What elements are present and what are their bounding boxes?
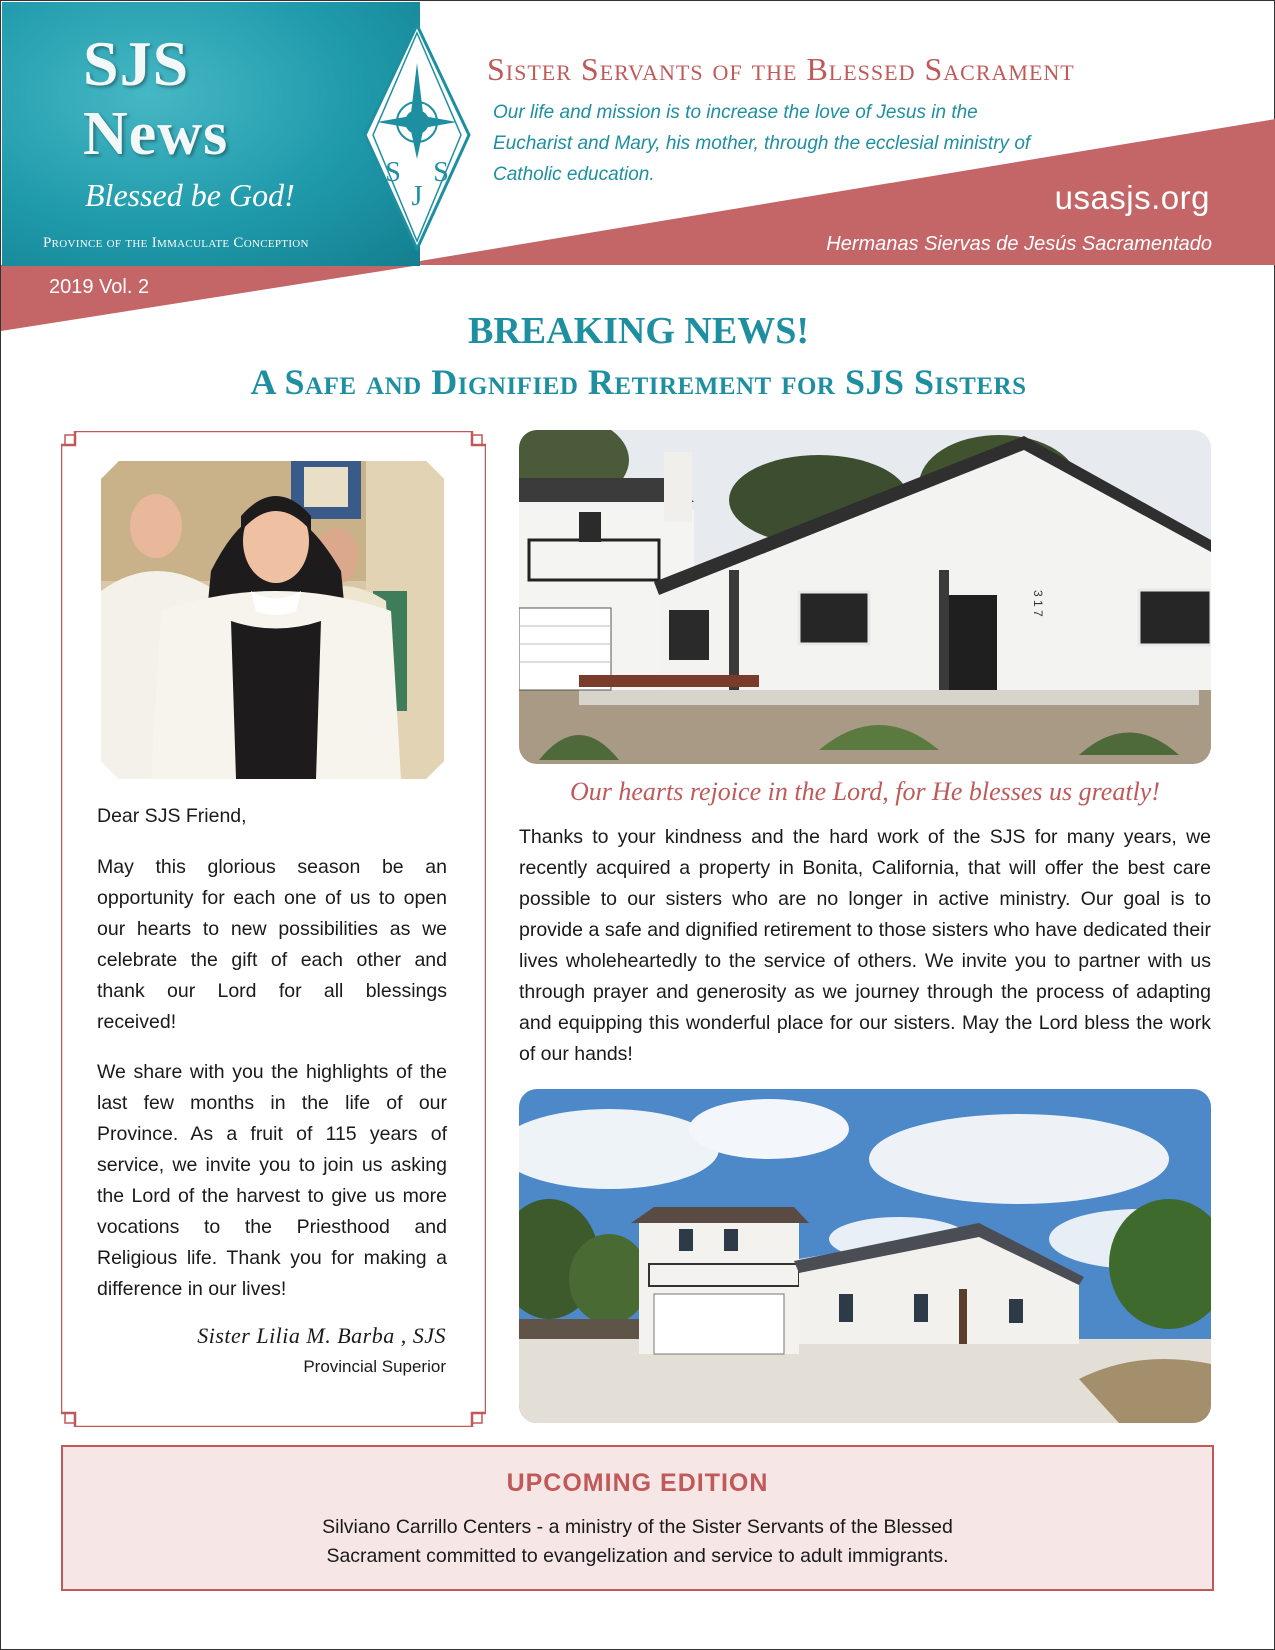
upcoming-edition-title: UPCOMING EDITION <box>506 1469 769 1497</box>
volume-label: 2019 Vol. 2 <box>49 276 150 298</box>
article-caption: Our hearts rejoice in the Lord, for He blesses us greatly! <box>570 777 1160 806</box>
house-front-photo <box>519 430 1211 764</box>
masthead-tagline: Blessed be God! <box>85 177 295 213</box>
logo-letter-s1: S <box>385 157 401 188</box>
letter-paragraph-1: May this glorious season be an opportunity for each one of us to open our hearts to new possibilities as we celebrate the gift of each other and thank our Lord for all blessings received! <box>97 856 447 1033</box>
masthead-title-news: News <box>83 100 229 168</box>
mission-statement: Our life and mission is to increase the love of Jesus in the Eucharist and Mary, his mother, through the ecclesial ministry of Catholic education. <box>493 102 1031 185</box>
breaking-news-heading: BREAKING NEWS! <box>468 310 809 352</box>
letter-paragraph-2: We share with you the highlights of the last few months in the life of our Province. As a fruit of 115 years of service, we invite you to join us asking the Lord of the harvest to give us more vocations to the Priesthood and Religious life. Thank you for making a difference in our lives! <box>97 1061 447 1300</box>
article-headline: A Safe and Dignified Retirement for SJS Sisters <box>250 362 1027 402</box>
logo-letter-j: J <box>411 181 423 212</box>
upcoming-edition-box <box>61 1445 1214 1591</box>
organization-name: Sister Servants of the Blessed Sacrament <box>487 51 1075 87</box>
upcoming-edition-text <box>63 1513 1212 1571</box>
spanish-name: Hermanas Siervas de Jesús Sacramentado <box>826 233 1212 255</box>
masthead-title-sjs: SJS <box>83 28 190 99</box>
signature-title: Provincial Superior <box>303 1357 446 1376</box>
province-name: Province of the Immaculate Conception <box>43 235 309 251</box>
sister-portrait-photo <box>101 461 444 779</box>
house-aerial-photo <box>519 1089 1211 1423</box>
letter-greeting: Dear SJS Friend, <box>97 805 247 827</box>
house-number: 3 1 7 <box>1031 590 1045 617</box>
article-body: Thanks to your kindness and the hard work of the SJS for many years, we recently acquired a property in Bonita, California, that will offer the best care possible to our sisters who are no longer in active ministry. Our goal is to provide a safe and dignified retirement to those sisters who have dedicated their lives wholeheartedly to the service of others. We invite you to partner with us through prayer and generosity as we journey through the process of adapting and equipping this wonderful place for our sisters. May the Lord bless the work of our hands! <box>519 826 1211 1065</box>
website-link[interactable]: usasjs.org <box>1054 179 1210 216</box>
upcoming-line-1: Silviano Carrillo Centers - a ministry of the Sister Servants of the Blessed <box>322 1516 953 1538</box>
sjs-diamond-logo <box>363 23 471 251</box>
upcoming-line-2: Sacrament committed to evangelization and service to adult immigrants. <box>326 1545 949 1567</box>
logo-letter-s2: S <box>433 157 449 188</box>
letter-signature: Sister Lilia M. Barba , SJS <box>197 1323 446 1348</box>
